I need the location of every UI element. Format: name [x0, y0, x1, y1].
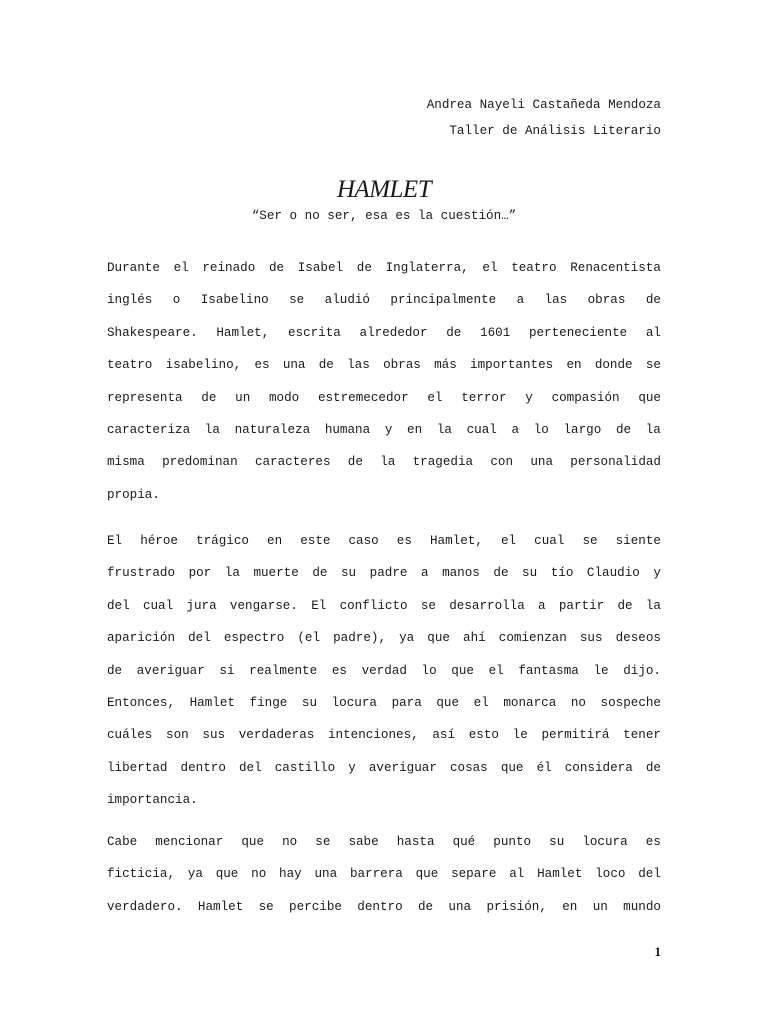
course-name: Taller de Análisis Literario	[449, 124, 661, 138]
document-header	[427, 92, 661, 144]
paragraph-line: Entonces, Hamlet finge su locura para que el monarca no sospeche	[107, 695, 661, 710]
paragraph-line: propia.	[107, 487, 160, 502]
paragraph-line: del cual jura vengarse. El conflicto se desarrolla a partir de la	[107, 598, 661, 613]
paragraph-line: de averiguar si realmente es verdad lo que el fantasma le dijo.	[107, 663, 661, 678]
paragraph-line: representa de un modo estremecedor el terror y compasión que	[107, 390, 661, 405]
paragraph-line: Durante el reinado de Isabel de Inglaterra, el teatro Renacentista	[107, 261, 661, 275]
paragraph-line: teatro isabelino, es una de las obras más importantes en donde se	[107, 358, 661, 373]
paragraph-line: aparición del espectro (el padre), ya que ahí comienzan sus deseos	[107, 631, 661, 646]
paragraph-line: caracteriza la naturaleza humana y en la cual a lo largo de la	[107, 422, 661, 437]
document-title: HAMLET	[336, 176, 432, 203]
paragraph-line: libertad dentro del castillo y averiguar cosas que él considera de	[107, 760, 661, 775]
paragraph-1	[107, 252, 661, 511]
paragraph-line: misma predominan caracteres de la tragedia con una personalidad	[107, 455, 661, 470]
paragraph-line: Shakespeare. Hamlet, escrita alrededor de 1601 perteneciente al	[107, 325, 661, 340]
paragraph-line: verdadero. Hamlet se percibe dentro de una prisión, en un mundo	[107, 899, 661, 914]
paragraph-line: importancia.	[107, 793, 198, 808]
page-number: 1	[654, 944, 661, 959]
paragraph-line: Cabe mencionar que no se sabe hasta qué punto su locura es	[107, 835, 661, 849]
epigraph-quote: “Ser o no ser, esa es la cuestión…”	[251, 209, 517, 223]
paragraph-2	[107, 525, 661, 817]
author-name: Andrea Nayeli Castañeda Mendoza	[426, 98, 661, 112]
paragraph-line: cuáles son sus verdaderas intenciones, así esto le permitirá tener	[107, 728, 661, 743]
paragraph-line: frustrado por la muerte de su padre a manos de su tío Claudio y	[107, 566, 661, 581]
paragraph-line: ficticia, ya que no hay una barrera que separe al Hamlet loco del	[107, 867, 661, 882]
paragraph-line: El héroe trágico en este caso es Hamlet, el cual se siente	[107, 534, 661, 548]
paragraph-line: inglés o Isabelino se aludió principalmente a las obras de	[107, 293, 661, 308]
paragraph-3	[107, 826, 661, 923]
